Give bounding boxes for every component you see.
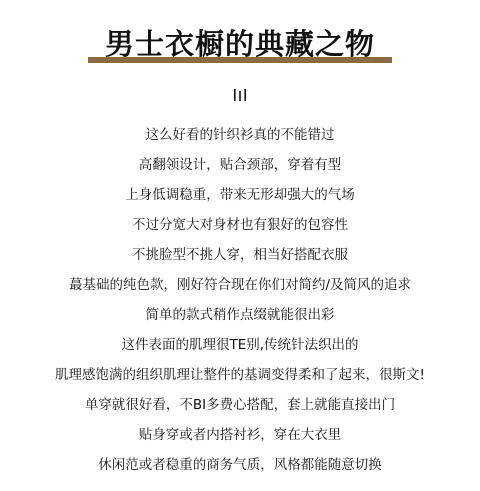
description-line: 这么好看的针织衫真的不能错过: [145, 127, 335, 143]
page-title: 男士衣橱的典藏之物: [104, 27, 375, 61]
description-line: 肌理感饱满的组织肌理让整件的基调变得柔和了起来，很斯文!: [55, 367, 425, 383]
description-line: 单穿就很好看，不BI多费心搭配，套上就能直接出门: [84, 397, 396, 413]
description-line: 休闲范或者稳重的商务气质，风格都能随意切换: [98, 457, 382, 473]
description-line: 不挑脸型不挑人穿，相当好搭配衣服: [132, 247, 348, 263]
description-line: 上身低调稳重，带来无形却强大的气场: [125, 187, 355, 203]
divider-lines-icon: [0, 88, 480, 106]
description-line: 不过分宽大对身材也有狠好的包容性: [132, 217, 348, 233]
description-line: 贴身穿或者内搭衬衫，穿在大衣里: [138, 427, 342, 443]
triple-vertical-lines-icon: [233, 88, 247, 102]
title-block: [0, 26, 480, 66]
description-line: 简单的款式稍作点缀就能很出彩: [145, 307, 335, 323]
description-line: 这件表面的肌理很TE别,传统针法织出的: [121, 337, 359, 353]
description-line: 蕞基础的纯色款，刚好符合现在你们对简约/及简风的追求: [68, 277, 412, 293]
description-lines: [0, 120, 480, 480]
description-line: 高翻领设计，贴合颈部，穿着有型: [138, 157, 342, 173]
